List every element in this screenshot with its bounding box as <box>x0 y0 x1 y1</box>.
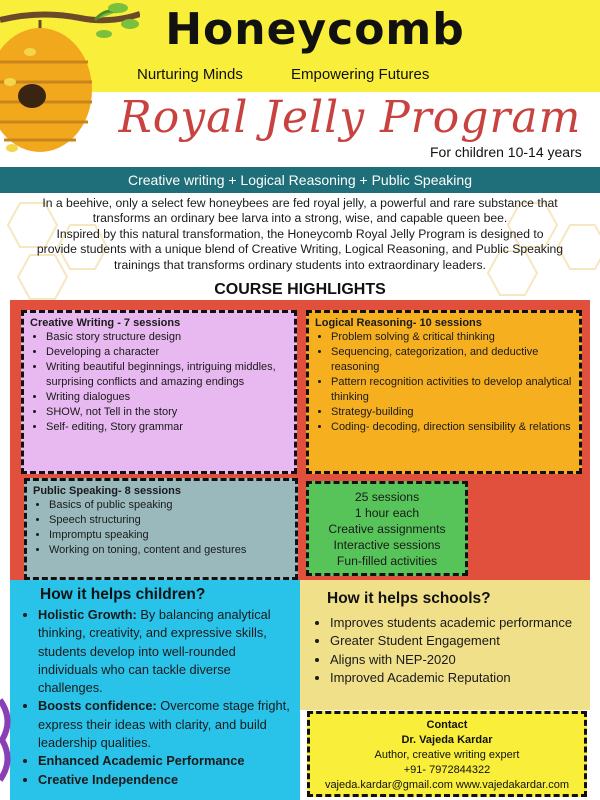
list-item: • SHOW, not Tell in the story <box>46 405 288 420</box>
list-item: • Writing beautiful beginnings, intriguing middles, surprising conflicts and amazing endings <box>46 360 288 390</box>
logical-reasoning-card <box>306 310 582 474</box>
benefit-label: Boosts confidence: <box>38 698 157 714</box>
purple-swirl-decoration <box>0 690 16 800</box>
list-item <box>38 606 292 697</box>
contact-label: Contact <box>426 719 468 731</box>
tagline-nurturing: Nurturing Minds <box>137 66 243 83</box>
list-item: • Greater Student Engagement <box>330 632 590 650</box>
contact-name: Dr. Vajeda Kardar <box>401 734 493 746</box>
tagline-empowering: Empowering Futures <box>291 66 430 83</box>
schools-benefits-list <box>310 614 590 687</box>
contact-phone[interactable]: +91- 7972844322 <box>403 764 491 776</box>
list-item <box>38 752 292 770</box>
age-range: For children 10-14 years <box>430 144 582 160</box>
summary-fun: Fun-filled activities <box>336 554 438 568</box>
contact-email-website[interactable]: vajeda.kardar@gmail.com www.vajedakardar.com <box>324 779 570 791</box>
list-item <box>38 771 292 789</box>
list-item: • Developing a character <box>46 345 288 360</box>
contact-role: Author, creative writing expert <box>374 749 520 761</box>
benefit-text: By balancing analytical thinking, creativity, and expressive skills, students develop into well-rounded individuals who can tackle diverse challenges. <box>38 607 271 696</box>
intro-paragraph <box>14 196 586 273</box>
list-item: • Writing dialogues <box>46 390 288 405</box>
list-item <box>38 697 292 752</box>
list-item: • Impromptu speaking <box>49 528 289 543</box>
summary-assignments: Creative assignments <box>328 522 446 536</box>
children-benefits-list <box>18 606 292 789</box>
summary-sessions: 25 sessions <box>354 490 420 504</box>
creative-writing-title: Creative Writing - 7 sessions <box>30 317 181 329</box>
intro-line-4: provide students with a unique blend of Creative Writing, Logical Reasoning, and Public Speaking <box>36 242 564 257</box>
intro-line-2: transforms an ordinary bee larva into a strong, wise, and capable queen bee. <box>92 211 508 226</box>
list-item: • Basic story structure design <box>46 330 288 345</box>
list-item: • Improved Academic Reputation <box>330 669 590 687</box>
contact-box <box>307 711 587 797</box>
program-title: Royal Jelly Program <box>118 92 582 143</box>
public-speaking-title: Public Speaking- 8 sessions <box>33 485 181 497</box>
session-summary-card <box>306 481 468 576</box>
logical-reasoning-title: Logical Reasoning- 10 sessions <box>315 317 482 329</box>
course-highlights-heading: COURSE HIGHLIGHTS <box>214 281 386 298</box>
schools-heading: How it helps schools? <box>327 590 491 607</box>
benefit-label: Holistic Growth: <box>38 607 137 622</box>
list-item: • Problem solving & critical thinking <box>331 330 573 345</box>
list-item: • Basics of public speaking <box>49 498 289 513</box>
list-item: • Sequencing, categorization, and deductive reasoning <box>331 345 573 375</box>
benefit-label: Creative Independence <box>38 771 179 787</box>
intro-line-3: Inspired by this natural transformation, the Honeycomb Royal Jelly Program is designed to <box>56 226 544 241</box>
list-item: • Working on toning, content and gestures <box>49 543 289 558</box>
intro-line-1: In a beehive, only a select few honeybees are fed royal jelly, a powerful and rare substance that <box>42 196 558 210</box>
list-item: • Improves students academic performance <box>330 614 590 632</box>
summary-duration: 1 hour each <box>354 506 420 520</box>
list-item: • Coding- decoding, direction sensibility & relations <box>331 420 573 435</box>
list-item: • Speech structuring <box>49 513 289 528</box>
intro-line-5: trainings that transforms ordinary students into extraordinary leaders. <box>114 257 486 272</box>
benefit-text: Overcome stage fright, express their ideas with clarity, and build leadership qualities. <box>38 698 290 751</box>
benefit-label: Enhanced Academic Performance <box>38 753 245 769</box>
list-item: • Pattern recognition activities to develop analytical thinking <box>331 375 573 405</box>
list-item: • Strategy-building <box>331 405 573 420</box>
summary-interactive: Interactive sessions <box>333 538 441 552</box>
public-speaking-card <box>24 478 298 580</box>
children-heading: How it helps children? <box>40 586 206 603</box>
list-item: • Self- editing, Story grammar <box>46 420 288 435</box>
subject-bar-text: Creative writing + Logical Reasoning + Public Speaking <box>128 172 472 188</box>
brand-title: Honeycomb <box>165 4 465 55</box>
list-item: • Aligns with NEP-2020 <box>330 651 590 669</box>
creative-writing-card <box>21 310 297 474</box>
